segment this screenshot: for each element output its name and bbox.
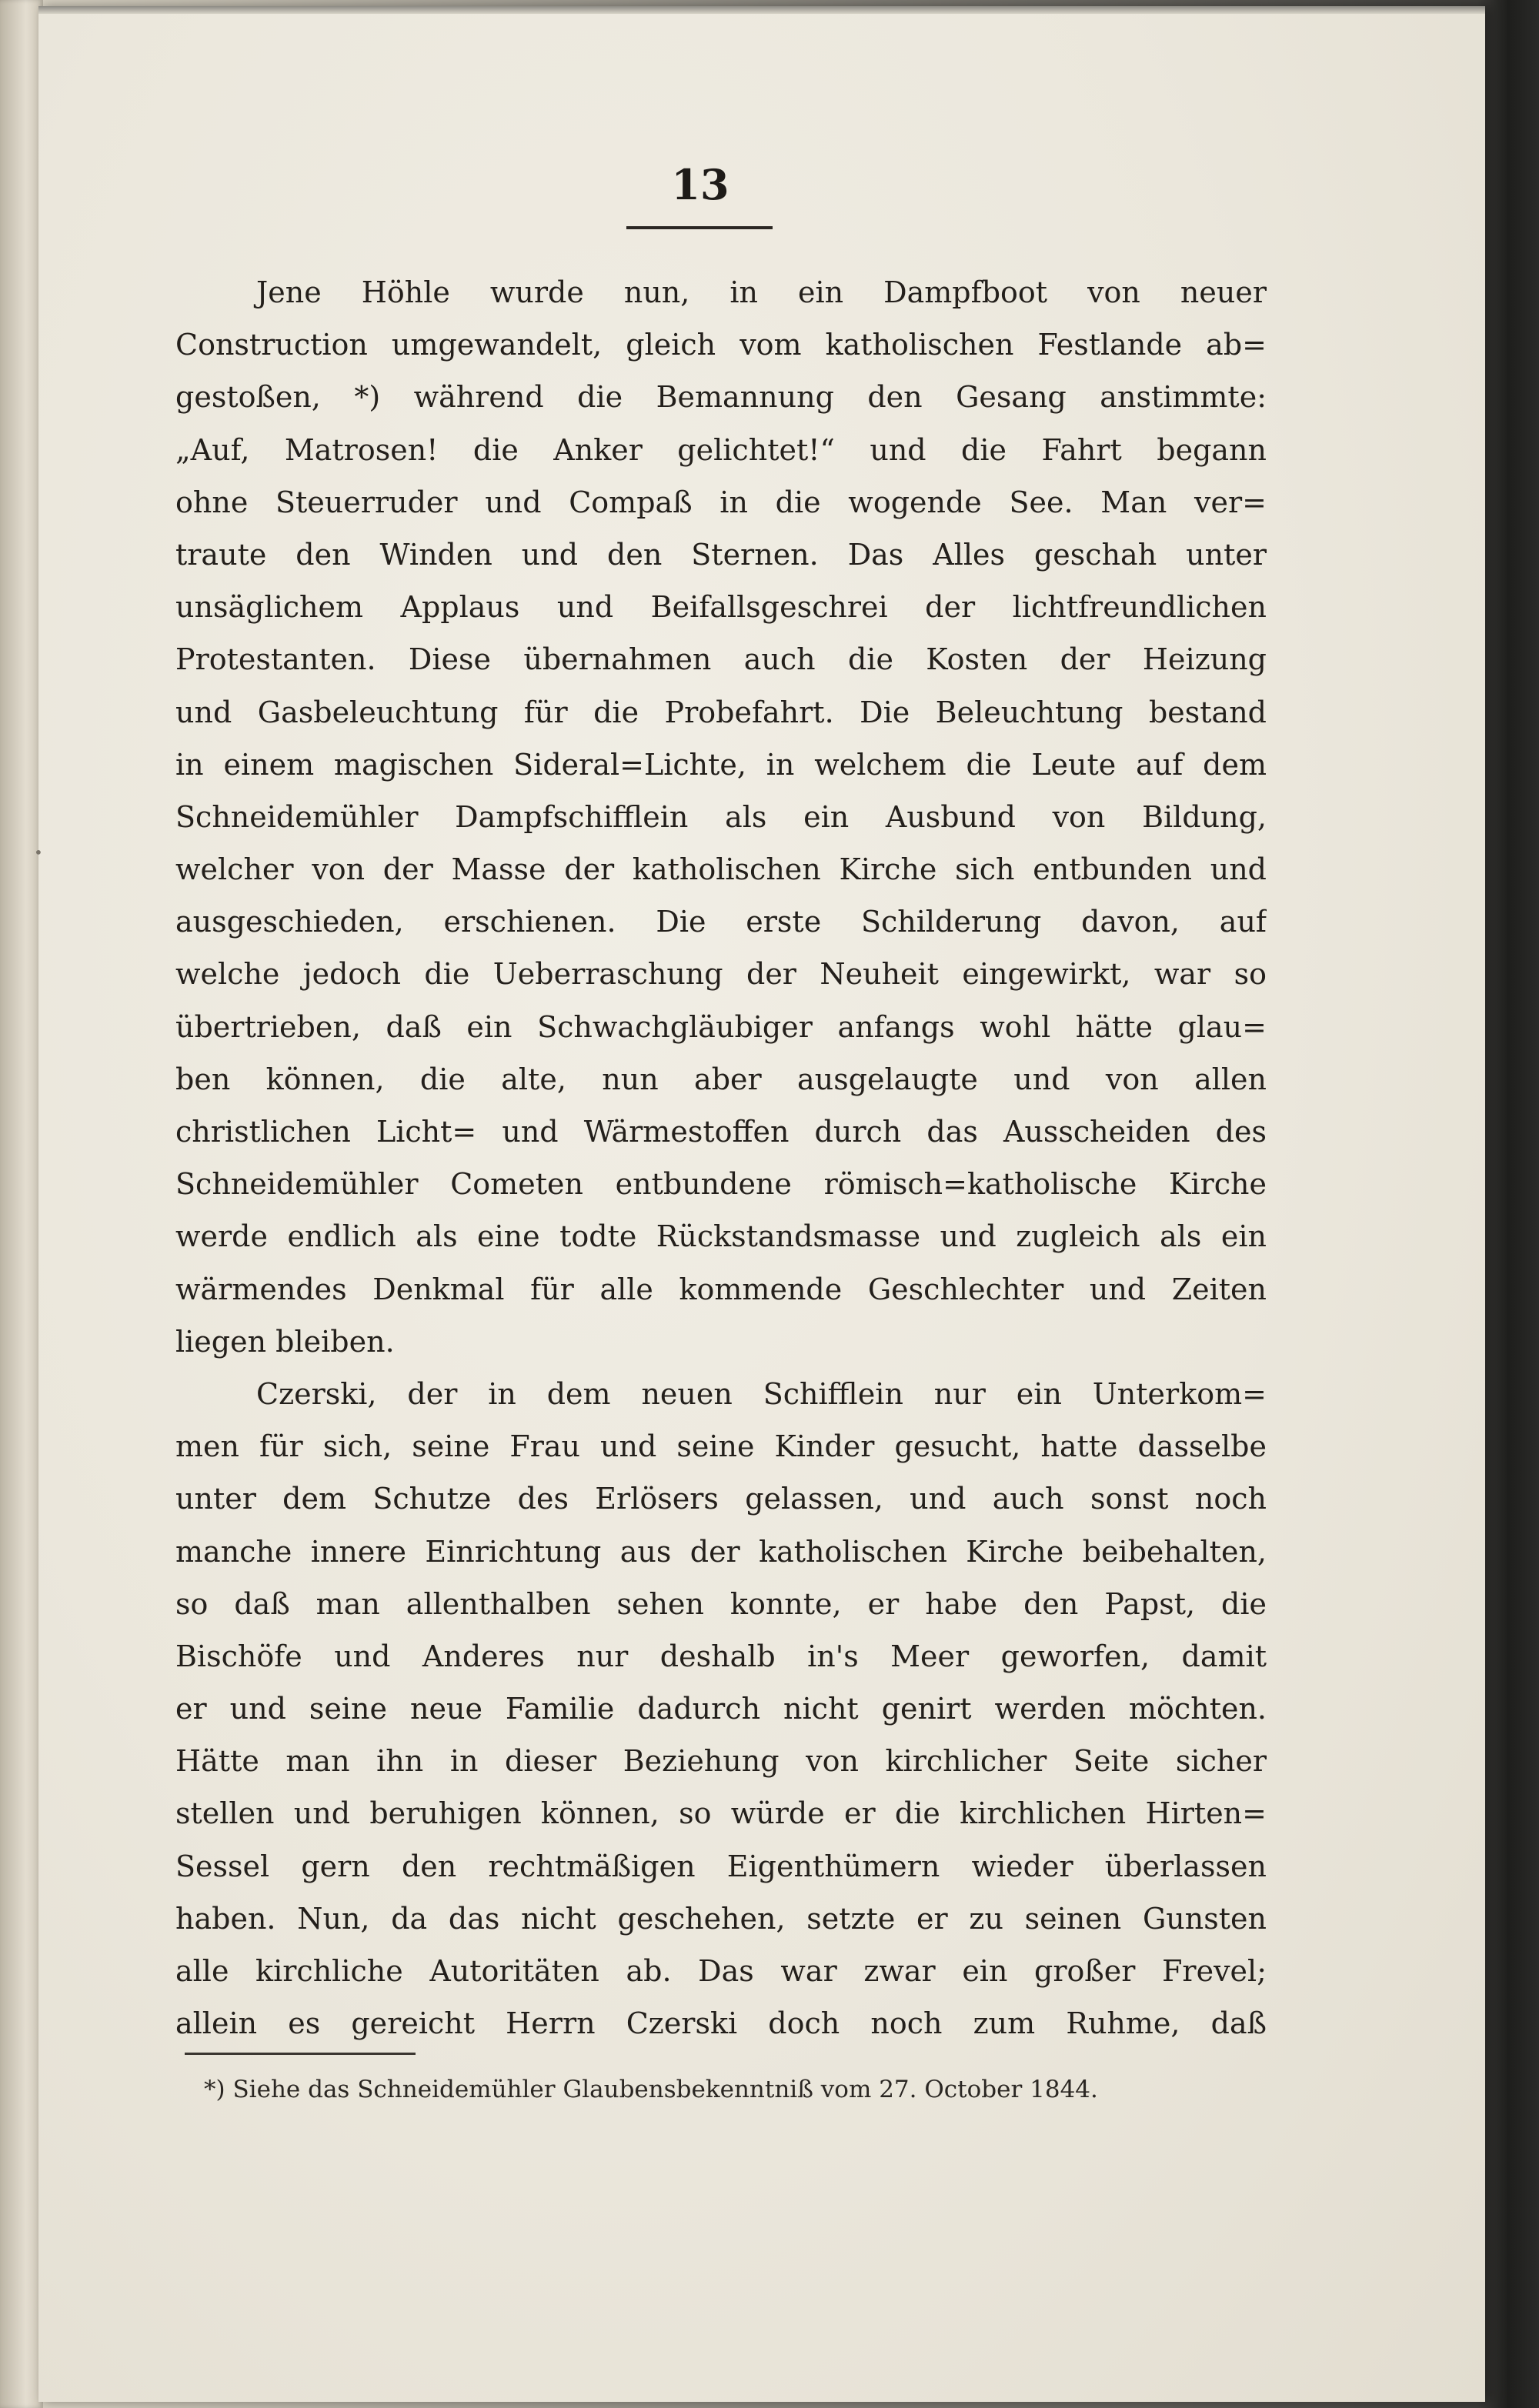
text-line: liegen bleiben. [175, 1324, 395, 1359]
text-line: Sessel gern den rechtmäßigen Eigenthümern wieder überlassen [175, 1849, 1267, 1883]
left-page-edge [0, 0, 43, 2408]
text-line: „Auf, Matrosen! die Anker gelichtet!“ und die Fahrt begann [175, 432, 1267, 467]
text-line: so daß man allenthalben sehen konnte, er habe den Papst, die [175, 1586, 1267, 1621]
text-line: Jene Höhle wurde nun, in ein Dampfboot von neuer [256, 275, 1267, 309]
text-line: ausgeschieden, erschienen. Die erste Schilderung davon, auf [175, 905, 1267, 939]
text-line: übertrieben, daß ein Schwachgläubiger anfangs wohl hätte glau= [175, 1009, 1267, 1044]
text-line: alle kirchliche Autoritäten ab. Das war zwar ein großer Frevel; [175, 1954, 1267, 1988]
text-line: welche jedoch die Ueberraschung der Neuheit eingewirkt, war so [175, 957, 1267, 992]
text-line: werde endlich als eine todte Rückstandsmasse und zugleich als ein [175, 1219, 1267, 1254]
text-line: welcher von der Masse der katholischen Kirche sich entbunden und [175, 852, 1267, 887]
margin-mark: • [34, 843, 43, 862]
text-line: in einem magischen Sideral=Lichte, in welchem die Leute auf dem [175, 747, 1267, 782]
text-line: haben. Nun, da das nicht geschehen, setzte er zu seinen Gunsten [175, 1901, 1267, 1936]
page-number: 13 [671, 160, 729, 209]
text-line: manche innere Einrichtung aus der katholischen Kirche beibehalten, [175, 1534, 1267, 1569]
text-line: er und seine neue Familie dadurch nicht genirt werden möchten. [175, 1692, 1267, 1726]
text-line: ohne Steuerruder und Compaß in die wogende See. Man ver= [175, 485, 1267, 519]
text-line: und Gasbeleuchtung für die Probefahrt. Die Beleuchtung bestand [175, 695, 1267, 729]
text-line: Czerski, der in dem neuen Schifflein nur ein Unterkom= [256, 1376, 1267, 1411]
text-line: Construction umgewandelt, gleich vom katholischen Festlande ab= [175, 328, 1267, 362]
text-line: Schneidemühler Dampfschifflein als ein Ausbund von Bildung, [175, 799, 1267, 834]
text-line: stellen und beruhigen können, so würde er die kirchlichen Hirten= [175, 1796, 1267, 1831]
text-line: unsäglichem Applaus und Beifallsgeschrei der lichtfreundlichen [175, 590, 1267, 625]
text-line: traute den Winden und den Sternen. Das Alles geschah unter [175, 537, 1267, 572]
book-page [38, 6, 1485, 2402]
text-line: men für sich, seine Frau und seine Kinder gesucht, hatte dasselbe [175, 1429, 1267, 1464]
text-line: unter dem Schutze des Erlösers gelassen, und auch sonst noch [175, 1482, 1267, 1516]
page-top-edge [38, 6, 1485, 14]
text-line: gestoßen, *) während die Bemannung den Gesang anstimmte: [175, 380, 1267, 415]
text-line: ben können, die alte, nun aber ausgelaugte und von allen [175, 1062, 1267, 1096]
text-line: wärmendes Denkmal für alle kommende Geschlechter und Zeiten [175, 1272, 1267, 1306]
footnote: *) Siehe das Schneidemühler Glaubensbekenntniß vom 27. October 1844. [204, 2076, 1098, 2103]
text-line: Protestanten. Diese übernahmen auch die Kosten der Heizung [175, 642, 1267, 677]
body-text [175, 266, 1267, 2049]
text-line: Schneidemühler Cometen entbundene römisch=katholische Kirche [175, 1167, 1267, 1202]
text-line: christlichen Licht= und Wärmestoffen durch das Ausscheiden des [175, 1115, 1267, 1149]
page-number-rule [626, 226, 773, 229]
text-line: Bischöfe und Anderes nur deshalb in's Meer geworfen, damit [175, 1639, 1267, 1673]
text-line: allein es gereicht Herrn Czerski doch noch zum Ruhme, daß [175, 2006, 1267, 2041]
text-line: Hätte man ihn in dieser Beziehung von kirchlicher Seite sicher [175, 1744, 1267, 1779]
footnote-rule [185, 2053, 416, 2055]
